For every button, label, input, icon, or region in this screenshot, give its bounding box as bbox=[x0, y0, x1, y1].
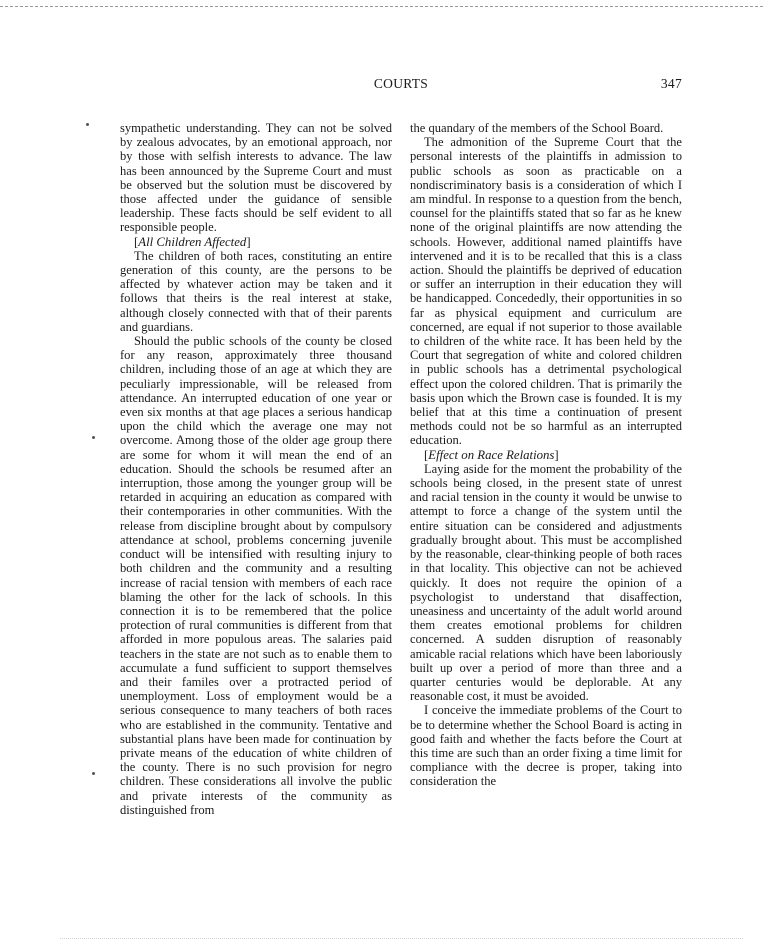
page-top-edge bbox=[0, 6, 763, 7]
section-heading-text: Effect on Race Relations bbox=[428, 447, 555, 462]
paragraph: sympathetic understanding. They can not be solved by zealous advocates, by an emotional approach, nor by those with selfish interests to advance. The law has been announced by the Supreme Court and must be observed but the solution must be discovered by those affected under the guidance of sensible leadership. These facts should be self evident to all responsible people. bbox=[120, 121, 392, 235]
running-head bbox=[120, 76, 682, 96]
paragraph: the quandary of the members of the School Board. bbox=[410, 121, 664, 135]
page-bottom-edge bbox=[60, 938, 743, 939]
right-column bbox=[410, 121, 682, 789]
section-heading-effect-on-race-relations: [Effect on Race Relations] bbox=[424, 447, 559, 462]
scan-speck bbox=[92, 772, 95, 775]
section-heading-text: All Children Affected bbox=[138, 234, 247, 249]
scan-speck bbox=[92, 436, 95, 439]
paragraph: The admonition of the Supreme Court that the personal interests of the plaintiffs in admission to public schools as soon as practicable on a nondiscriminatory basis is a consideration of which I am mindful. In response to a question from the bench, counsel for the plaintiffs stated that so far as he knew none of the original plaintiffs are now attending the schools. However, additional named plaintiffs have intervened and it is to be recalled that this is a class action. Should the plaintiffs be deprived of education or suffer an interruption in their education they will be handicapped. Concededly, their opportunities in so far as physical equipment and curriculum are concerned, are equal if not superior to those available to children of the white race. It has been held by the Court that segregation of white and colored children in public schools has a detrimental psychological effect upon the colored children. That is primarily the basis upon which the Brown case is founded. It is my belief that at this time a continuation of present methods could not be so harmful as an interrupted education. bbox=[410, 135, 682, 448]
paragraph: Laying aside for the moment the probability of the schools being closed, in the present state of unrest and racial tension in the county it would be unwise to attempt to force a change of the system until the entire situation can be considered and adjustments gradually brought about. This must be accomplished by the reasonable, clear-thinking people of both races in that locality. This objective can not be achieved quickly. It does not require the opinion of a psychologist to understand that disaffection, uneasiness and uncertainty of the adult world around them creates emotional problems for children concerned. A sudden disruption of reasonably amicable racial relations which have been laboriously built up over a period of more than three and a quarter centuries would be deplorable. At any reasonable cost, it must be avoided. bbox=[410, 461, 682, 704]
page-number: 347 bbox=[660, 76, 682, 91]
paragraph: Should the public schools of the county be closed for any reason, approximately three thousand children, including those of an age at which they are peculiarly impressionable, will be released from attendance. An interrupted education of one year or even six months at that age places a serious handicap upon the child which the average one may not overcome. Among those of the older age group there are some for whom it will mean the end of an education. Should the schools be resumed after an interruption, those among the younger group will be retarded in acquiring an education as compared with their contemporaries in other communities. With the release from discipline brought about by compulsory attendance at school, problems concerning juvenile conduct will be intensified with resulting injury to both children and the community and a resulting increase of racial tension with members of each race blaming the other for the lack of schools. In this connection it is to be remembered that the police protection of rural communities is different from that afforded in more populous areas. The salaries paid teachers in the state are not such as to enable them to accumulate a fund sufficient to support themselves and their familes over a protracted period of unemployment. Loss of employment would be a serious consequence to many teachers of both races who are established in the community. Tentative and substantial plans have been made for continuation by private means of the education of white children of the county. There is no such provision for negro children. These considerations all involve the public and private interests of the community as distinguished from bbox=[120, 334, 392, 817]
scan-speck bbox=[86, 123, 89, 126]
paragraph: I conceive the immediate problems of the Court to be to determine whether the School Board is acting in good faith and whether the facts before the Court at this time are such than an order fixing a time limit for compliance with the decree is proper, taking into consideration the bbox=[410, 703, 682, 789]
paragraph: The children of both races, constituting an entire generation of this county, are the persons to be affected by whatever action may be taken and it follows that theirs is the real interest at stake, although closely connected with that of their parents and guardians. bbox=[120, 248, 392, 334]
left-column bbox=[120, 121, 392, 817]
section-heading-all-children-affected: [All Children Affected] bbox=[134, 234, 251, 249]
running-title: COURTS bbox=[373, 76, 429, 91]
